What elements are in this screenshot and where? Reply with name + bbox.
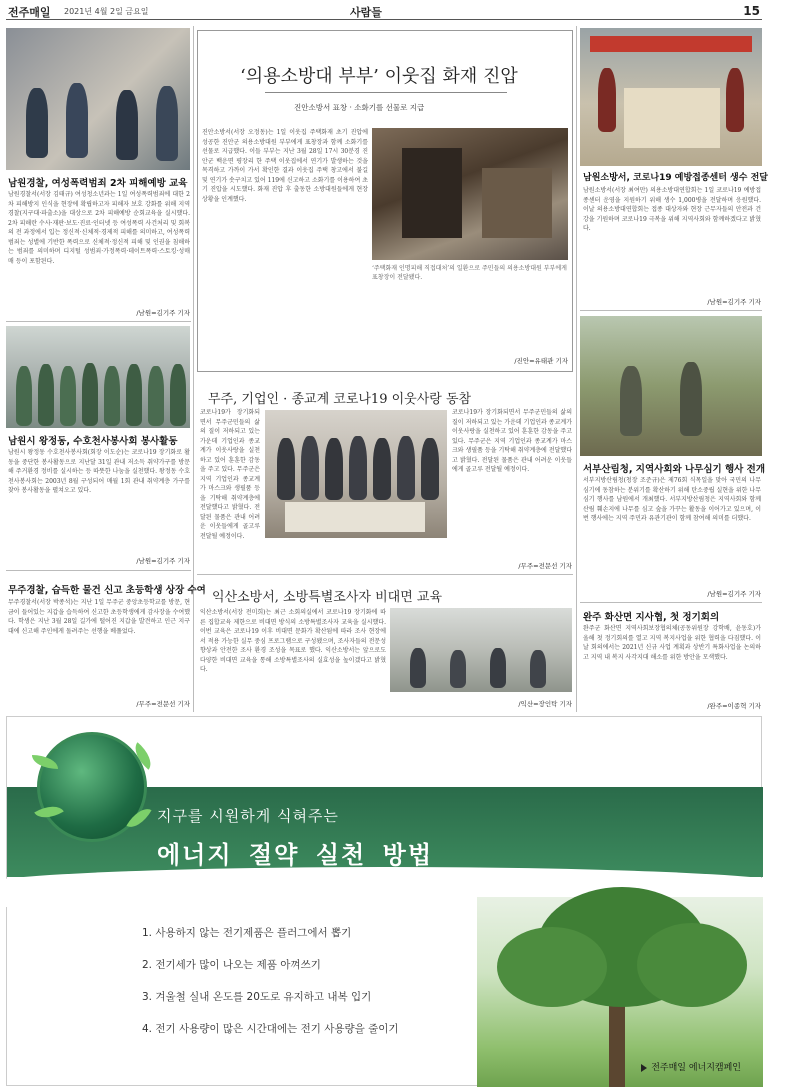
section-title: 사람들 (350, 6, 382, 19)
article-byline: /완주=이종혁 기자 (707, 702, 761, 710)
article-byline: /무주=전문선 기자 (136, 700, 190, 708)
article-byline: /진안=유태관 기자 (514, 357, 568, 365)
tree-planting-photo (580, 316, 762, 456)
article-body: 남원시 왕정동 수호천사봉사회(회장 이도순)는 코로나19 장기화로 활동을 중단한 봉사활동으로 지난달 31일 관내 저소득 취약가구를 방문해 주거환경 정비를 실시하는 등 따뜻한 나눔을 실천했다. 왕정동 수호천사봉사회는 2003년 8월 구성되어 매월 1회 관내 취약계층 가구를 찾아 봉사활동을 펼쳐오고 있다. (8, 449, 190, 494)
tip-item: 3. 겨울철 실내 온도를 20도로 유지하고 내복 입기 (142, 991, 372, 1003)
energy-campaign-ad (6, 716, 762, 1086)
article-body: 무주경찰서(서장 박종석)는 지난 1일 무주군 중앙초등학교를 방문, 현금이 들어있는 지갑을 습득하여 신고한 초등학생에게 감사장을 수여했다. 학생은 지난 3월 28일 길가에 떨어진 지갑을 발견하고 인근 지구대에 신고해 주인에게 돌려주는 선행을 베풀었다. (8, 599, 190, 635)
photo-caption: ‘주택화재 인명피해 직접대처’의 일환으로 주민들의 의용소방대원 부부에게 표창장이 전달됐다. (372, 265, 567, 281)
campaign-text: 전주매일 에너지캠페인 (651, 1063, 741, 1073)
column-rule (193, 26, 194, 712)
divider (580, 602, 762, 603)
issue-date: 2021년 4월 2일 금요일 (64, 7, 149, 16)
article-byline: /무주=전문선 기자 (518, 562, 572, 570)
divider (265, 92, 507, 93)
article-title: 서부산림청, 지역사회와 나무심기 행사 전개 (583, 464, 766, 475)
article-title: 무주, 기업인 · 종교계 코로나19 이웃사랑 동참 (208, 392, 472, 407)
divider (580, 310, 762, 311)
fire-scene-photo (372, 128, 568, 260)
divider (6, 321, 191, 322)
article-body: 코로나19가 장기화되면서 무주군민들의 삶의 질이 저하되고 있는 가운데 기업인과 종교계가 이웃사랑을 실천하고 있어 훈훈한 감동을 주고 있다. 무주군은 지역 기업인과 종교계가 마스크와 생필품 등을 기탁해 취약계층에 전달했다고 밝혔다. 전달된 물품은 관내 어려운 이웃들에게 골고루 전달될 예정이다. (200, 409, 260, 540)
photo-caption (265, 540, 447, 570)
article-body: 익산소방서(서장 전미희)는 최근 소회의실에서 코로나19 장기화에 따른 집합교육 제한으로 비대면 방식의 소방특별조사자 교육을 실시했다. 이번 교육은 코로나19 이후 비대면 문화가 확산됨에 따라 조사 현장에서 적용 가능한 실무 중심 프로그램으로 구성됐으며, 조사자들의 전문성 향상과 안전한 조사 환경 조성을 목표로 했다. 익산소방서는 앞으로도 다양한 비대면 교육을 통해 소방특별조사의 실효성을 높이겠다고 밝혔다. (200, 609, 386, 673)
campaign-label (641, 1060, 741, 1073)
divider (197, 574, 573, 575)
newspaper-name: 전주매일 (8, 6, 51, 19)
article-body: 남원소방서(서장 최여만) 의용소방대연합회는 1일 코로나19 예방접종센터 운영을 지원하기 위해 생수 1,000병을 전달하며 응원했다. 이날 의용소방대연합회는 접종 대상자와 현장 근무자들의 안전과 건강을 기원하며 코로나19 극복을 위해 지역사회와 함께하겠다고 밝혔다. (583, 187, 761, 232)
article-body-cont: 코로나19가 장기화되면서 무주군민들의 삶의 질이 저하되고 있는 가운데 기업인과 종교계가 이웃사랑을 실천하고 있어 훈훈한 감동을 주고 있다. 무주군은 지역 기업인과 종교계가 마스크와 생필품 등을 기탁해 취약계층에 전달했다고 밝혔다. 전달된 물품은 관내 어려운 이웃들에게 골고루 전달될 예정이다. (452, 409, 572, 473)
volunteer-photo (6, 326, 190, 428)
article-title: 남원소방서, 코로나19 예방접종센터 생수 전달 (583, 173, 768, 183)
column-rule (576, 26, 577, 712)
article-body: 남원경찰서(서장 김태규) 여성청소년과는 1일 여성폭력범죄에 대한 2차 피해방지 인식을 현장에 확립하고자 피해자 보호 강화를 위해 지역경찰(지구대·파출소)을 대상으로 2차 피해예방 순회교육을 실시했다. 2차 피해란 수사·재판·보도·진료·인터넷 등 여성폭력 사건처리 및 회복의 전 과정에서 입는 정신적·신체적·경제적 피해를 의미하고, 여성폭력범죄는 성별에 기반한 폭력으로 신체적·정신적 피해 및 인권을 침해하는 범죄를 의미하며 디지털 성범죄·가정폭력·데이트폭력·스토킹·성매매 등이 포함된다. (8, 191, 190, 265)
tree-illustration (477, 897, 763, 1087)
article-title: 무주경찰, 습득한 물건 신고 초등학생 상장 수여 (8, 585, 206, 596)
feature-subtitle: 진안소방서 표창 · 소화기를 선물로 지급 (294, 103, 425, 112)
donation-photo (265, 410, 447, 538)
feature-title: ‘의용소방대 부부’ 이웃집 화재 진압 (240, 66, 518, 87)
play-arrow-icon (641, 1064, 647, 1072)
article-byline: /남원=김기주 기자 (136, 557, 190, 565)
article-title: 완주 화산면 지사협, 첫 정기회의 (583, 612, 720, 623)
page-header (6, 4, 762, 20)
divider (6, 570, 191, 571)
page-number: 15 (743, 4, 760, 18)
namwon-police-photo (6, 28, 190, 170)
globe-icon (37, 732, 147, 842)
article-title: 익산소방서, 소방특별조사자 비대면 교육 (212, 590, 443, 605)
ad-title: 에너지 절약 실천 방법 (157, 841, 434, 869)
namwon-fire-photo (580, 28, 762, 166)
article-body: 서부지방산림청(청장 조준규)은 제76회 식목일을 맞아 국민의 나무심기에 동참하는 분위기를 확산하기 위해 탄소중립 실현을 위한 나무심기 행사를 남원에서 개최했다. 서부지방산림청은 지역사회와 함께 산림 훼손지에 나무를 심고 숲을 가꾸는 활동을 이어가고 있으며, 이번 행사에는 지역 주민과 유관기관이 함께 참여해 의미를 더했다. (583, 477, 761, 522)
article-byline: /남원=김기주 기자 (707, 298, 761, 306)
article-byline: /남원=김기주 기자 (136, 309, 190, 317)
article-byline: /익산=장인탁 기자 (518, 700, 572, 708)
tips-list (142, 925, 399, 1053)
tip-item: 1. 사용하지 않는 전기제품은 플러그에서 뽑기 (142, 927, 352, 939)
tip-item: 2. 전기세가 많이 나오는 제품 아껴쓰기 (142, 959, 321, 971)
article-byline: /남원=김기주 기자 (707, 590, 761, 598)
iksan-education-photo (390, 608, 572, 692)
article-body: 진안소방서(서장 오정동)는 1일 이웃집 주택화재 초기 진압에 성공한 진안군 의용소방대원 부부에게 표창장과 함께 소화기를 선물로 지급했다. 이들 부부는 지난 3월 28일 17시 30분경 진안군 백운면 평장리 한 주택 이웃집에서 연기가 발생하는 것을 목격하고 가까이 가서 확인한 결과 이웃집 주택 창고에서 불길 및 연기가 솟구치고 있어 119에 신고하고 소화기를 이용하여 초기 진압을 시도했다. 화재 진압 후 출동한 소방대원들에게 현장 상황을 인계했다. (202, 129, 368, 203)
article-title: 남원경찰, 여성폭력범죄 2차 피해예방 교육 (8, 178, 188, 189)
ad-subtitle: 지구를 시원하게 식혀주는 (157, 807, 339, 825)
article-title: 남원시 왕정동, 수호천사봉사회 봉사활동 (8, 436, 178, 447)
article-body: 완주군 화산면 지역사회보장협의체(공동위원장 강학배, 윤동호)가 올해 첫 정기회의를 열고 지역 복지사업을 위한 협력을 다짐했다. 이날 회의에서는 2021년 신규 사업 계획과 상반기 특화사업을 논의하고 지역 내 복지 사각지대 해소를 위한 방안을 모색했다. (583, 625, 761, 661)
tip-item: 4. 전기 사용량이 많은 시간대에는 전기 사용량을 줄이기 (142, 1023, 399, 1035)
